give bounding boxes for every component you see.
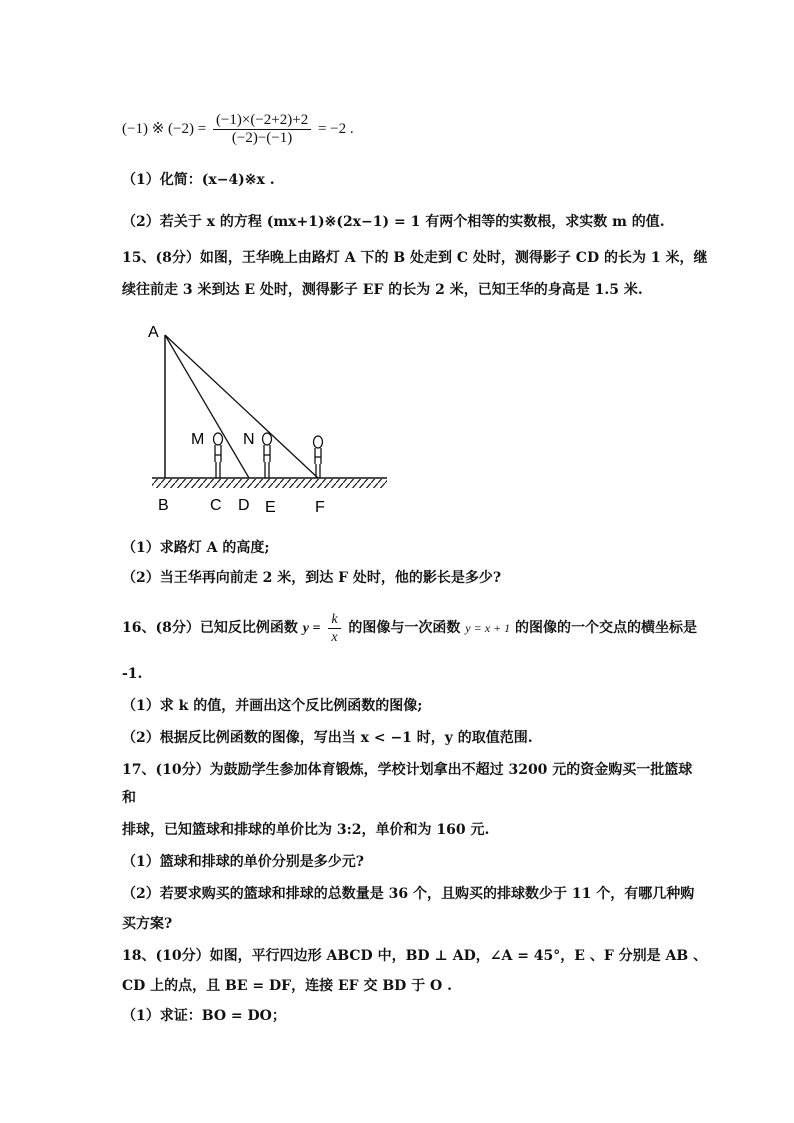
q16-k-den: x bbox=[331, 629, 338, 645]
q17-part2b: 买方案? bbox=[122, 916, 173, 932]
formula-example bbox=[122, 112, 354, 147]
q15-line1: 15、(8分）如图，王华晚上由路灯 A 下的 B 处走到 C 处时，测得影子 CD 的长为 1 米，继 bbox=[122, 250, 708, 266]
streetlight-figure bbox=[140, 315, 400, 520]
q15-line2: 续往前走 3 米到达 E 处时，测得影子 EF 的长为 2 米，已知王华的身高是 1.5 米. bbox=[122, 282, 643, 298]
formula-lhs: (−1) ※ (−2) = bbox=[122, 120, 207, 137]
q17-line1: 17、(10分）为鼓励学生参加体育锻炼，学校计划拿出不超过 3200 元的资金购买一批篮球 bbox=[122, 762, 693, 778]
q16-line2: -1. bbox=[122, 666, 143, 682]
q17-line3: 排球，已知篮球和排球的单价比为 3:2，单价和为 160 元. bbox=[122, 822, 490, 838]
q16-mid: 的图像与一次函数 bbox=[348, 620, 461, 636]
ground-hatch bbox=[152, 479, 387, 488]
q15-part1: （1）求路灯 A 的高度; bbox=[122, 540, 270, 556]
q17-line2: 和 bbox=[122, 790, 136, 806]
person-at-f bbox=[314, 436, 323, 478]
q18-line1: 18、(10分）如图，平行四边形 ABCD 中，BD ⊥ AD，∠A = 45°，E 、F 分别是 AB 、 bbox=[122, 948, 708, 964]
person-at-e bbox=[263, 433, 272, 478]
person-at-c bbox=[214, 433, 223, 478]
q16-y-eq: y = bbox=[302, 621, 321, 636]
q16-part2: （2）根据反比例函数的图像，写出当 x < −1 时，y 的取值范围. bbox=[122, 730, 533, 746]
label-c: C bbox=[210, 497, 222, 514]
q17-part1: （1）篮球和排球的单价分别是多少元? bbox=[122, 854, 364, 870]
ray-to-f bbox=[165, 335, 318, 478]
q17-part2a: （2）若要求购买的篮球和排球的总数量是 36 个，且购买的排球数少于 11 个，有哪几种购 bbox=[122, 886, 695, 902]
formula-fraction bbox=[213, 112, 311, 147]
q16-linear: y = x + 1 bbox=[465, 621, 511, 635]
label-f: F bbox=[315, 499, 325, 516]
formula-rhs: = −2 . bbox=[317, 120, 354, 137]
q16-part1: （1）求 k 的值，并画出这个反比例函数的图像; bbox=[122, 698, 423, 714]
q16-line1 bbox=[122, 610, 697, 647]
q16-suffix: 的图像的一个交点的横坐标是 bbox=[515, 620, 698, 636]
q18-part1: （1）求证：BO = DO； bbox=[122, 1008, 286, 1024]
label-n: N bbox=[243, 431, 255, 448]
q16-prefix: 16、(8分）已知反比例函数 bbox=[122, 620, 298, 636]
q16-k-fraction bbox=[328, 611, 340, 646]
ray-to-d bbox=[165, 335, 249, 478]
label-d: D bbox=[238, 497, 250, 514]
q14-part1: （1）化简：(x−4)※x . bbox=[122, 172, 275, 188]
label-b: B bbox=[158, 497, 169, 514]
q18-line2: CD 上的点，且 BE = DF，连接 EF 交 BD 于 O . bbox=[122, 978, 452, 994]
label-e: E bbox=[265, 499, 276, 516]
label-m: M bbox=[191, 431, 205, 448]
q14-part2: （2）若关于 x 的方程 (mx+1)※(2x−1) = 1 有两个相等的实数根，求实数 m 的值. bbox=[122, 214, 665, 230]
q16-k-num: k bbox=[328, 611, 340, 629]
label-a: A bbox=[148, 324, 159, 341]
formula-numerator: (−1)×(−2+2)+2 bbox=[213, 112, 311, 130]
q15-part2: （2）当王华再向前走 2 米，到达 F 处时，他的影长是多少? bbox=[122, 570, 502, 586]
formula-denominator: (−2)−(−1) bbox=[231, 130, 293, 146]
